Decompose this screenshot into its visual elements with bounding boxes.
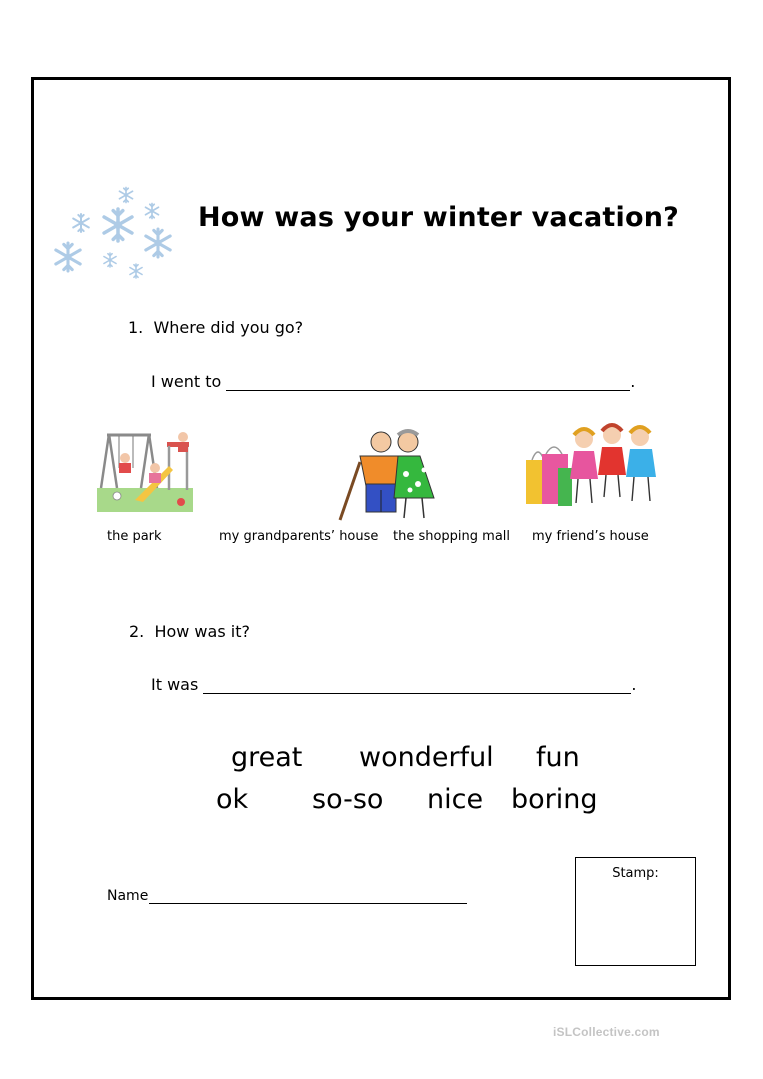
caption-friends-house: my friend’s house: [532, 529, 649, 544]
playground-icon: [97, 428, 193, 512]
question-1: [128, 318, 303, 337]
answer-row-2: [151, 675, 636, 694]
stamp-label: Stamp:: [612, 866, 659, 881]
word-bank-item: great: [231, 742, 303, 773]
shopping-bags-icon: [526, 440, 574, 508]
friends-icon: [568, 425, 660, 513]
caption-shopping-mall: the shopping mall: [393, 529, 511, 544]
question-number: 2.: [129, 622, 145, 641]
name-row: [107, 888, 467, 904]
answer-blank-2[interactable]: [203, 679, 631, 694]
footer-watermark: iSLCollective.com: [553, 1025, 660, 1039]
page-title: How was your winter vacation?: [198, 202, 680, 233]
answer-row-1: [151, 372, 635, 391]
answer-prompt: It was: [151, 675, 199, 694]
question-2: [129, 622, 250, 641]
answer-end: .: [631, 675, 637, 694]
word-bank-item: so-so: [312, 784, 384, 815]
answer-blank-1[interactable]: [226, 376, 630, 391]
name-label: Name: [107, 888, 149, 904]
question-text: How was it?: [154, 622, 250, 641]
snowflakes-icon: [48, 185, 178, 280]
name-field[interactable]: [149, 891, 467, 904]
caption-grandparents: my grandparents’ house: [219, 529, 379, 544]
stamp-box: [575, 857, 696, 966]
question-number: 1.: [128, 318, 144, 337]
word-bank-item: boring: [511, 784, 598, 815]
question-text: Where did you go?: [153, 318, 304, 337]
word-bank-item: nice: [427, 784, 484, 815]
word-bank-item: fun: [536, 742, 580, 773]
word-bank-item: ok: [216, 784, 249, 815]
answer-prompt: I went to: [151, 372, 222, 391]
word-bank-item: wonderful: [359, 742, 494, 773]
answer-end: .: [630, 372, 636, 391]
grandparents-icon: [336, 430, 438, 522]
caption-park: the park: [107, 529, 162, 544]
